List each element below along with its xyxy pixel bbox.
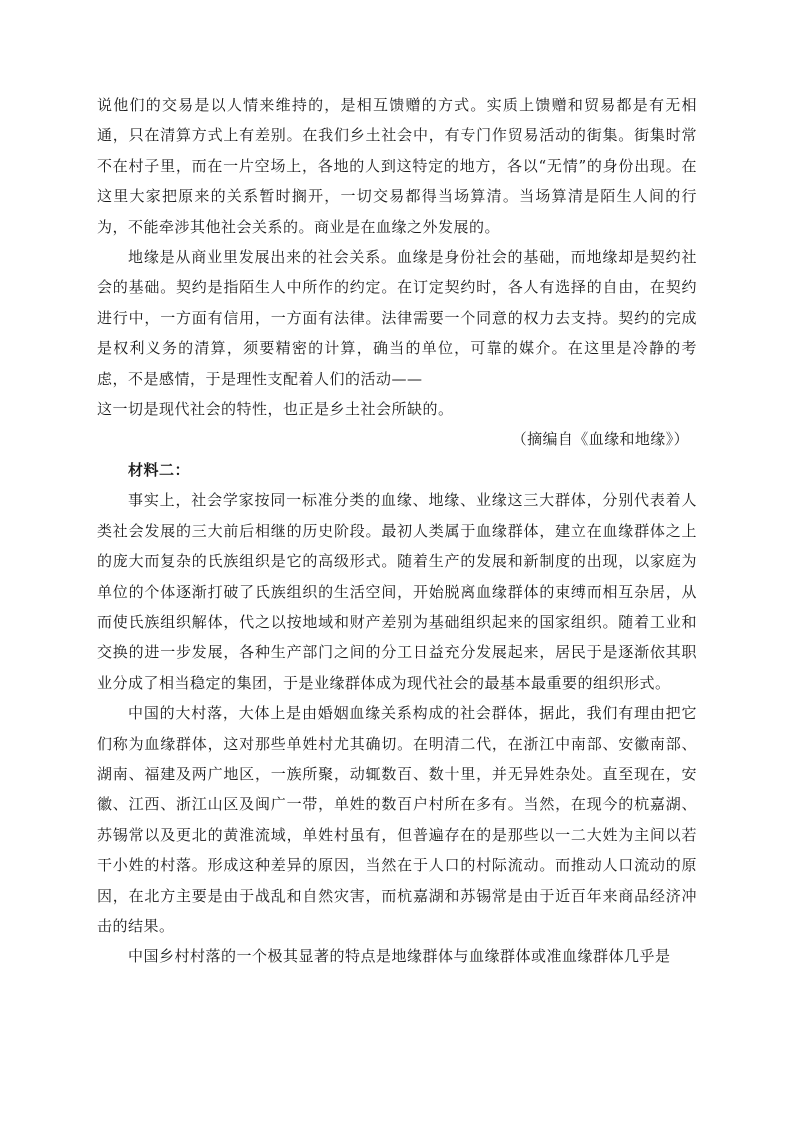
section-heading: 材料二：	[128, 460, 191, 479]
section-paragraph-2: 中国的大村落，大体上是由婚姻血缘关系构成的社会群体，据此，我们有理由把它们称为血缘群体，这对那些单姓村尤其确切。在明清二代，在浙江中南部、安徽南部、湖南、福建及两广地区，一族所聚，动辄数百、数十里，并无异姓杂处。直至现在，安徽、江西、浙江山区及闽广一带，单姓的数百户村所在多有。当然，在现今的杭嘉湖、苏锡常以及更北的黄淮流域，单姓村虽有，但普遍存在的是那些以一二大姓为主间以若干小姓的村落。形成这种差异的原因，当然在于人口的村际流动。而推动人口流动的原因，在北方主要是由于战乱和自然灾害，而杭嘉湖和苏锡常是由于近百年来商品经济冲击的结果。	[97, 704, 697, 935]
section-paragraph-3: 中国乡村村落的一个极其显著的特点是地缘群体与血缘群体或准血缘群体几乎是	[128, 947, 671, 966]
document-body	[97, 90, 697, 972]
paragraph-1: 说他们的交易是以人情来维持的，是相互馈赠的方式。实质上馈赠和贸易都是有无相通，只在清算方式上有差别。在我们乡土社会中，有专门作贸易活动的街集。街集时常不在村子里，而在一片空场上，各地的人到这特定的地方，各以“无情”的身份出现。在这里大家把原来的关系暂时搁开，一切交易都得当场算清。当场算清是陌生人间的行为，不能牵涉其他社会关系的。商业是在血缘之外发展的。	[97, 96, 697, 236]
section-paragraph-1: 事实上，社会学家按同一标准分类的血缘、地缘、业缘这三大群体，分别代表着人类社会发展的三大前后相继的历史阶段。最初人类属于血缘群体，建立在血缘群体之上的庞大而复杂的氏族组织是它的高级形式。随着生产的发展和新制度的出现，以家庭为单位的个体逐渐打破了氏族组织的生活空间，开始脱离血缘群体的束缚而相互杂居，从而使氏族组织解体，代之以按地域和财产差别为基础组织起来的国家组织。随着工业和交换的进一步发展，各种生产部门之间的分工日益充分发展起来，居民于是逐渐依其职业分成了相当稳定的集团，于是业缘群体成为现代社会的最基本最重要的组织形式。	[97, 491, 697, 692]
source-citation: （摘编自《血缘和地缘》）	[511, 430, 689, 449]
paragraph-3: 这一切是现代社会的特性，也正是乡土社会所缺的。	[97, 400, 454, 419]
paragraph-2: 地缘是从商业里发展出来的社会关系。血缘是身份社会的基础，而地缘却是契约社会的基础。契约是指陌生人中所作的约定。在订定契约时，各人有选择的自由，在契约进行中，一方面有信用，一方面有法律。法律需要一个同意的权力去支持。契约的完成是权利义务的清算，须要精密的计算，确当的单位，可靠的媒介。在这里是冷静的考虑，不是感情，于是理性支配着人们的活动——	[97, 248, 697, 388]
